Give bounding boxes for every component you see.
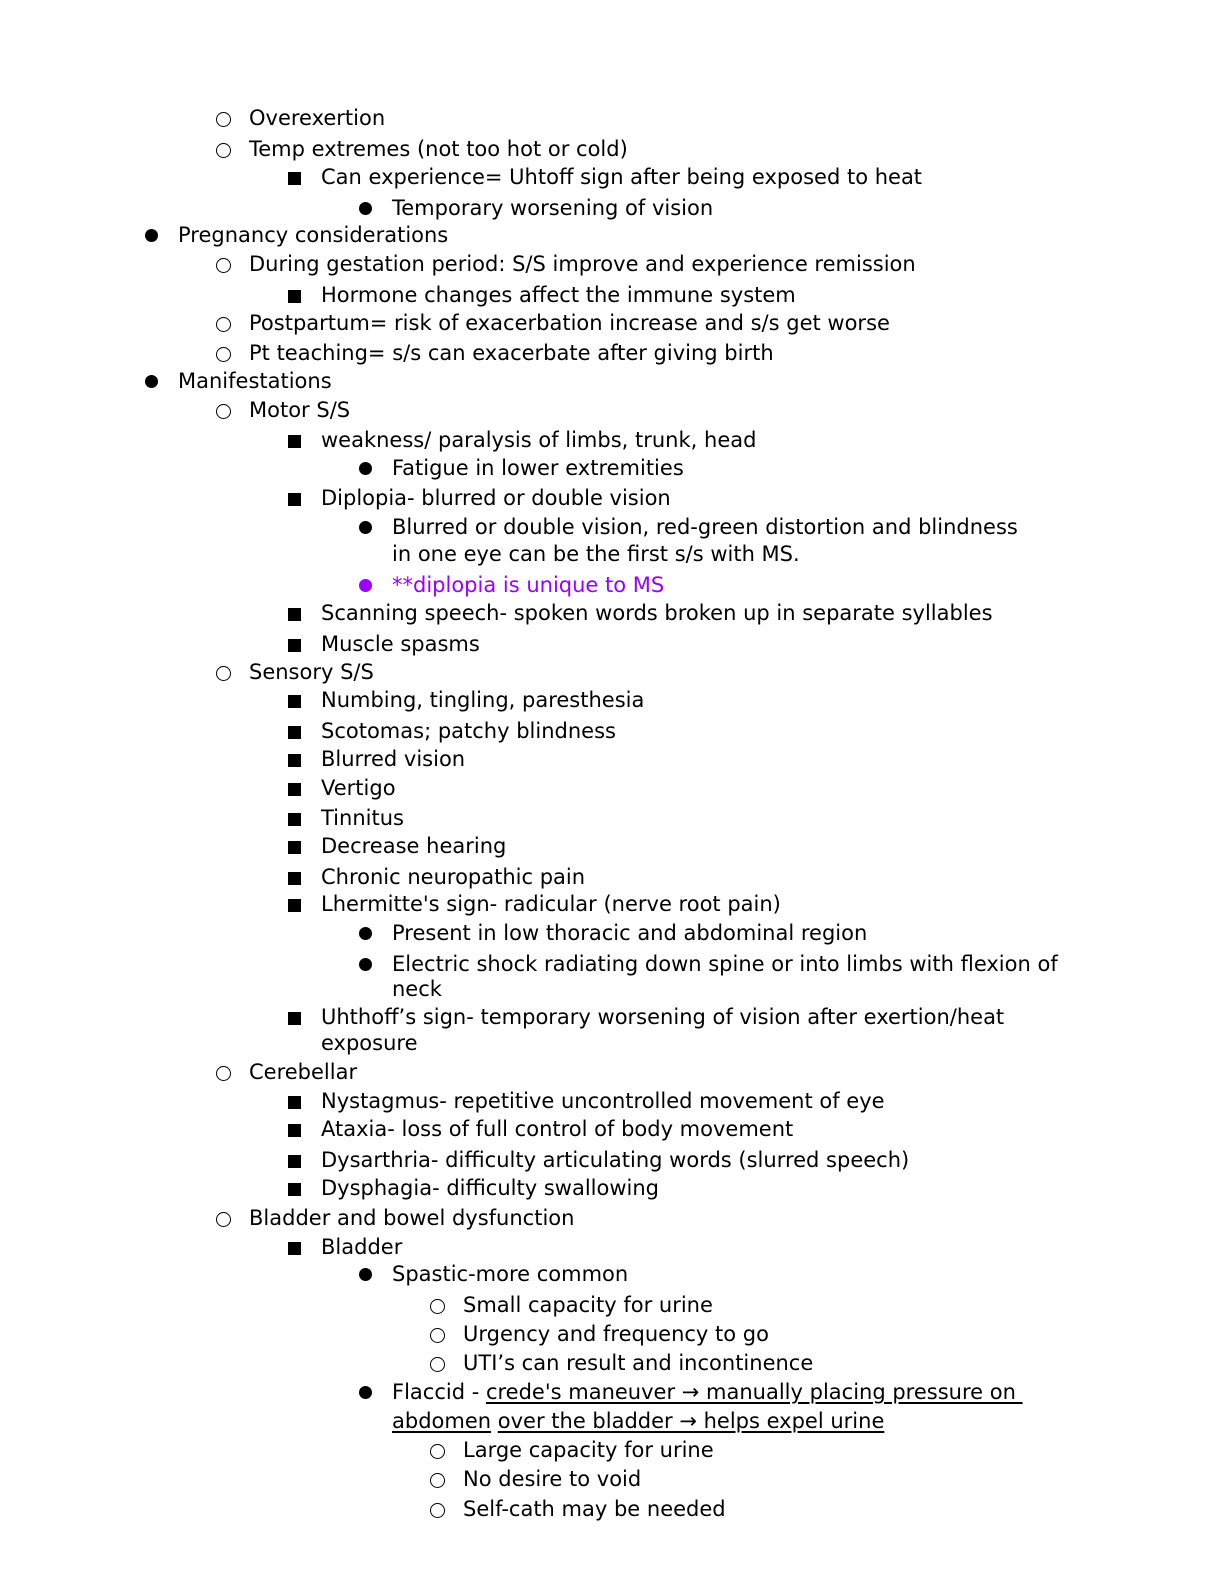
list-item-text: Scanning speech- spoken words broken up in separate syllables <box>321 601 993 625</box>
disc-bullet-icon <box>357 951 377 977</box>
list-item-text: Pregnancy considerations <box>178 223 449 247</box>
list-item-text: weakness/ paralysis of limbs, trunk, head <box>321 428 757 452</box>
list-item-text: Muscle spasms <box>321 632 480 656</box>
hollow-circle-bullet-icon <box>214 310 234 336</box>
square-bullet-icon <box>286 1088 306 1114</box>
list-item-text: Bladder and bowel dysfunction <box>249 1206 575 1230</box>
list-item-text: Scotomas; patchy blindness <box>321 719 616 743</box>
list-item-text: Tinnitus <box>321 806 404 830</box>
square-bullet-icon <box>286 427 306 453</box>
square-bullet-icon <box>286 600 306 626</box>
list-item-text: Overexertion <box>249 106 386 130</box>
list-item-text: Present in low thoracic and abdominal region <box>392 921 868 945</box>
square-bullet-icon <box>286 805 306 831</box>
list-item-text: Spastic-more common <box>392 1262 629 1286</box>
disc-bullet-icon <box>357 1261 377 1287</box>
list-item-text: Lhermitte's sign- radicular (nerve root pain) <box>321 892 781 916</box>
list-item-continuation <box>392 1408 884 1434</box>
square-bullet-icon <box>286 1147 306 1173</box>
crede-maneuver-text: crede's maneuver → manually placing pressure on <box>485 1380 1023 1404</box>
over-bladder-text: over the bladder → helps expel urine <box>497 1409 885 1433</box>
hollow-circle-bullet-icon <box>214 397 234 423</box>
list-item-text: Vertigo <box>321 776 396 800</box>
hollow-circle-bullet-icon <box>214 1059 234 1085</box>
list-item-text: Postpartum= risk of exacerbation increase and s/s get worse <box>249 311 890 335</box>
list-item-text: Decrease hearing <box>321 834 507 858</box>
flaccid-label: Flaccid - <box>392 1380 486 1404</box>
disc-bullet-icon <box>357 195 377 221</box>
square-bullet-icon <box>286 164 306 190</box>
disc-bullet-icon <box>357 920 377 946</box>
list-item-text: Dysarthria- difficulty articulating words (slurred speech) <box>321 1148 910 1172</box>
list-item-text: No desire to void <box>463 1467 642 1491</box>
square-bullet-icon <box>286 718 306 744</box>
hollow-circle-bullet-icon <box>428 1350 448 1376</box>
list-item-text: Hormone changes affect the immune system <box>321 283 796 307</box>
hollow-circle-bullet-icon <box>428 1466 448 1492</box>
hollow-circle-bullet-icon <box>214 659 234 685</box>
list-item-text: Can experience= Uhtoff sign after being exposed to heat <box>321 165 923 189</box>
list-item-continuation: exposure <box>321 1031 418 1055</box>
hollow-circle-bullet-icon <box>214 1205 234 1231</box>
list-item-text: Bladder <box>321 1235 403 1259</box>
list-item-continuation: neck <box>392 977 442 1001</box>
square-bullet-icon <box>286 1004 306 1030</box>
list-item-text: Cerebellar <box>249 1060 358 1084</box>
list-item-text: Temp extremes (not too hot or cold) <box>249 137 628 161</box>
list-item-continuation: in one eye can be the first s/s with MS. <box>392 542 800 566</box>
hollow-circle-bullet-icon <box>428 1321 448 1347</box>
abdomen-text: abdomen <box>392 1409 492 1433</box>
list-item-text: **diplopia is unique to MS <box>392 573 665 597</box>
square-bullet-icon <box>286 687 306 713</box>
disc-bullet-icon <box>357 1379 377 1405</box>
list-item-text: Fatigue in lower extremities <box>392 456 684 480</box>
square-bullet-icon <box>286 282 306 308</box>
square-bullet-icon <box>286 1116 306 1142</box>
disc-bullet-icon <box>143 222 163 248</box>
square-bullet-icon <box>286 485 306 511</box>
list-item-text: Sensory S/S <box>249 660 374 684</box>
disc-bullet-icon <box>357 572 377 598</box>
list-item-text: UTI’s can result and incontinence <box>463 1351 814 1375</box>
list-item-text: Diplopia- blurred or double vision <box>321 486 671 510</box>
hollow-circle-bullet-icon <box>428 1292 448 1318</box>
hollow-circle-bullet-icon <box>214 105 234 131</box>
list-item-text: Nystagmus- repetitive uncontrolled movement of eye <box>321 1089 885 1113</box>
hollow-circle-bullet-icon <box>214 136 234 162</box>
list-item-text: Pt teaching= s/s can exacerbate after giving birth <box>249 341 774 365</box>
list-item-text: Temporary worsening of vision <box>392 196 714 220</box>
disc-bullet-icon <box>143 368 163 394</box>
list-item-text: Numbing, tingling, paresthesia <box>321 688 645 712</box>
list-item-text: During gestation period: S/S improve and experience remission <box>249 252 916 276</box>
square-bullet-icon <box>286 864 306 890</box>
list-item-text: Motor S/S <box>249 398 351 422</box>
list-item-text: Uhthoff’s sign- temporary worsening of vision after exertion/heat <box>321 1005 1005 1029</box>
square-bullet-icon <box>286 746 306 772</box>
hollow-circle-bullet-icon <box>428 1437 448 1463</box>
disc-bullet-icon <box>357 455 377 481</box>
hollow-circle-bullet-icon <box>428 1496 448 1522</box>
square-bullet-icon <box>286 1234 306 1260</box>
square-bullet-icon <box>286 775 306 801</box>
list-item-text: Ataxia- loss of full control of body movement <box>321 1117 794 1141</box>
hollow-circle-bullet-icon <box>214 251 234 277</box>
list-item-text: Small capacity for urine <box>463 1293 713 1317</box>
disc-bullet-icon <box>357 514 377 540</box>
square-bullet-icon <box>286 1175 306 1201</box>
list-item-text: Manifestations <box>178 369 332 393</box>
list-item-text: Self-cath may be needed <box>463 1497 726 1521</box>
list-item-text: Chronic neuropathic pain <box>321 865 586 889</box>
square-bullet-icon <box>286 833 306 859</box>
list-item-text: Dysphagia- difficulty swallowing <box>321 1176 659 1200</box>
list-item-text: Urgency and frequency to go <box>463 1322 769 1346</box>
list-item-text: Large capacity for urine <box>463 1438 714 1462</box>
list-item-text <box>392 1379 1023 1405</box>
list-item-text: Electric shock radiating down spine or into limbs with flexion of <box>392 952 1058 976</box>
list-item-text: Blurred or double vision, red-green distortion and blindness <box>392 515 1018 539</box>
hollow-circle-bullet-icon <box>214 340 234 366</box>
square-bullet-icon <box>286 631 306 657</box>
list-item-text: Blurred vision <box>321 747 466 771</box>
square-bullet-icon <box>286 891 306 917</box>
